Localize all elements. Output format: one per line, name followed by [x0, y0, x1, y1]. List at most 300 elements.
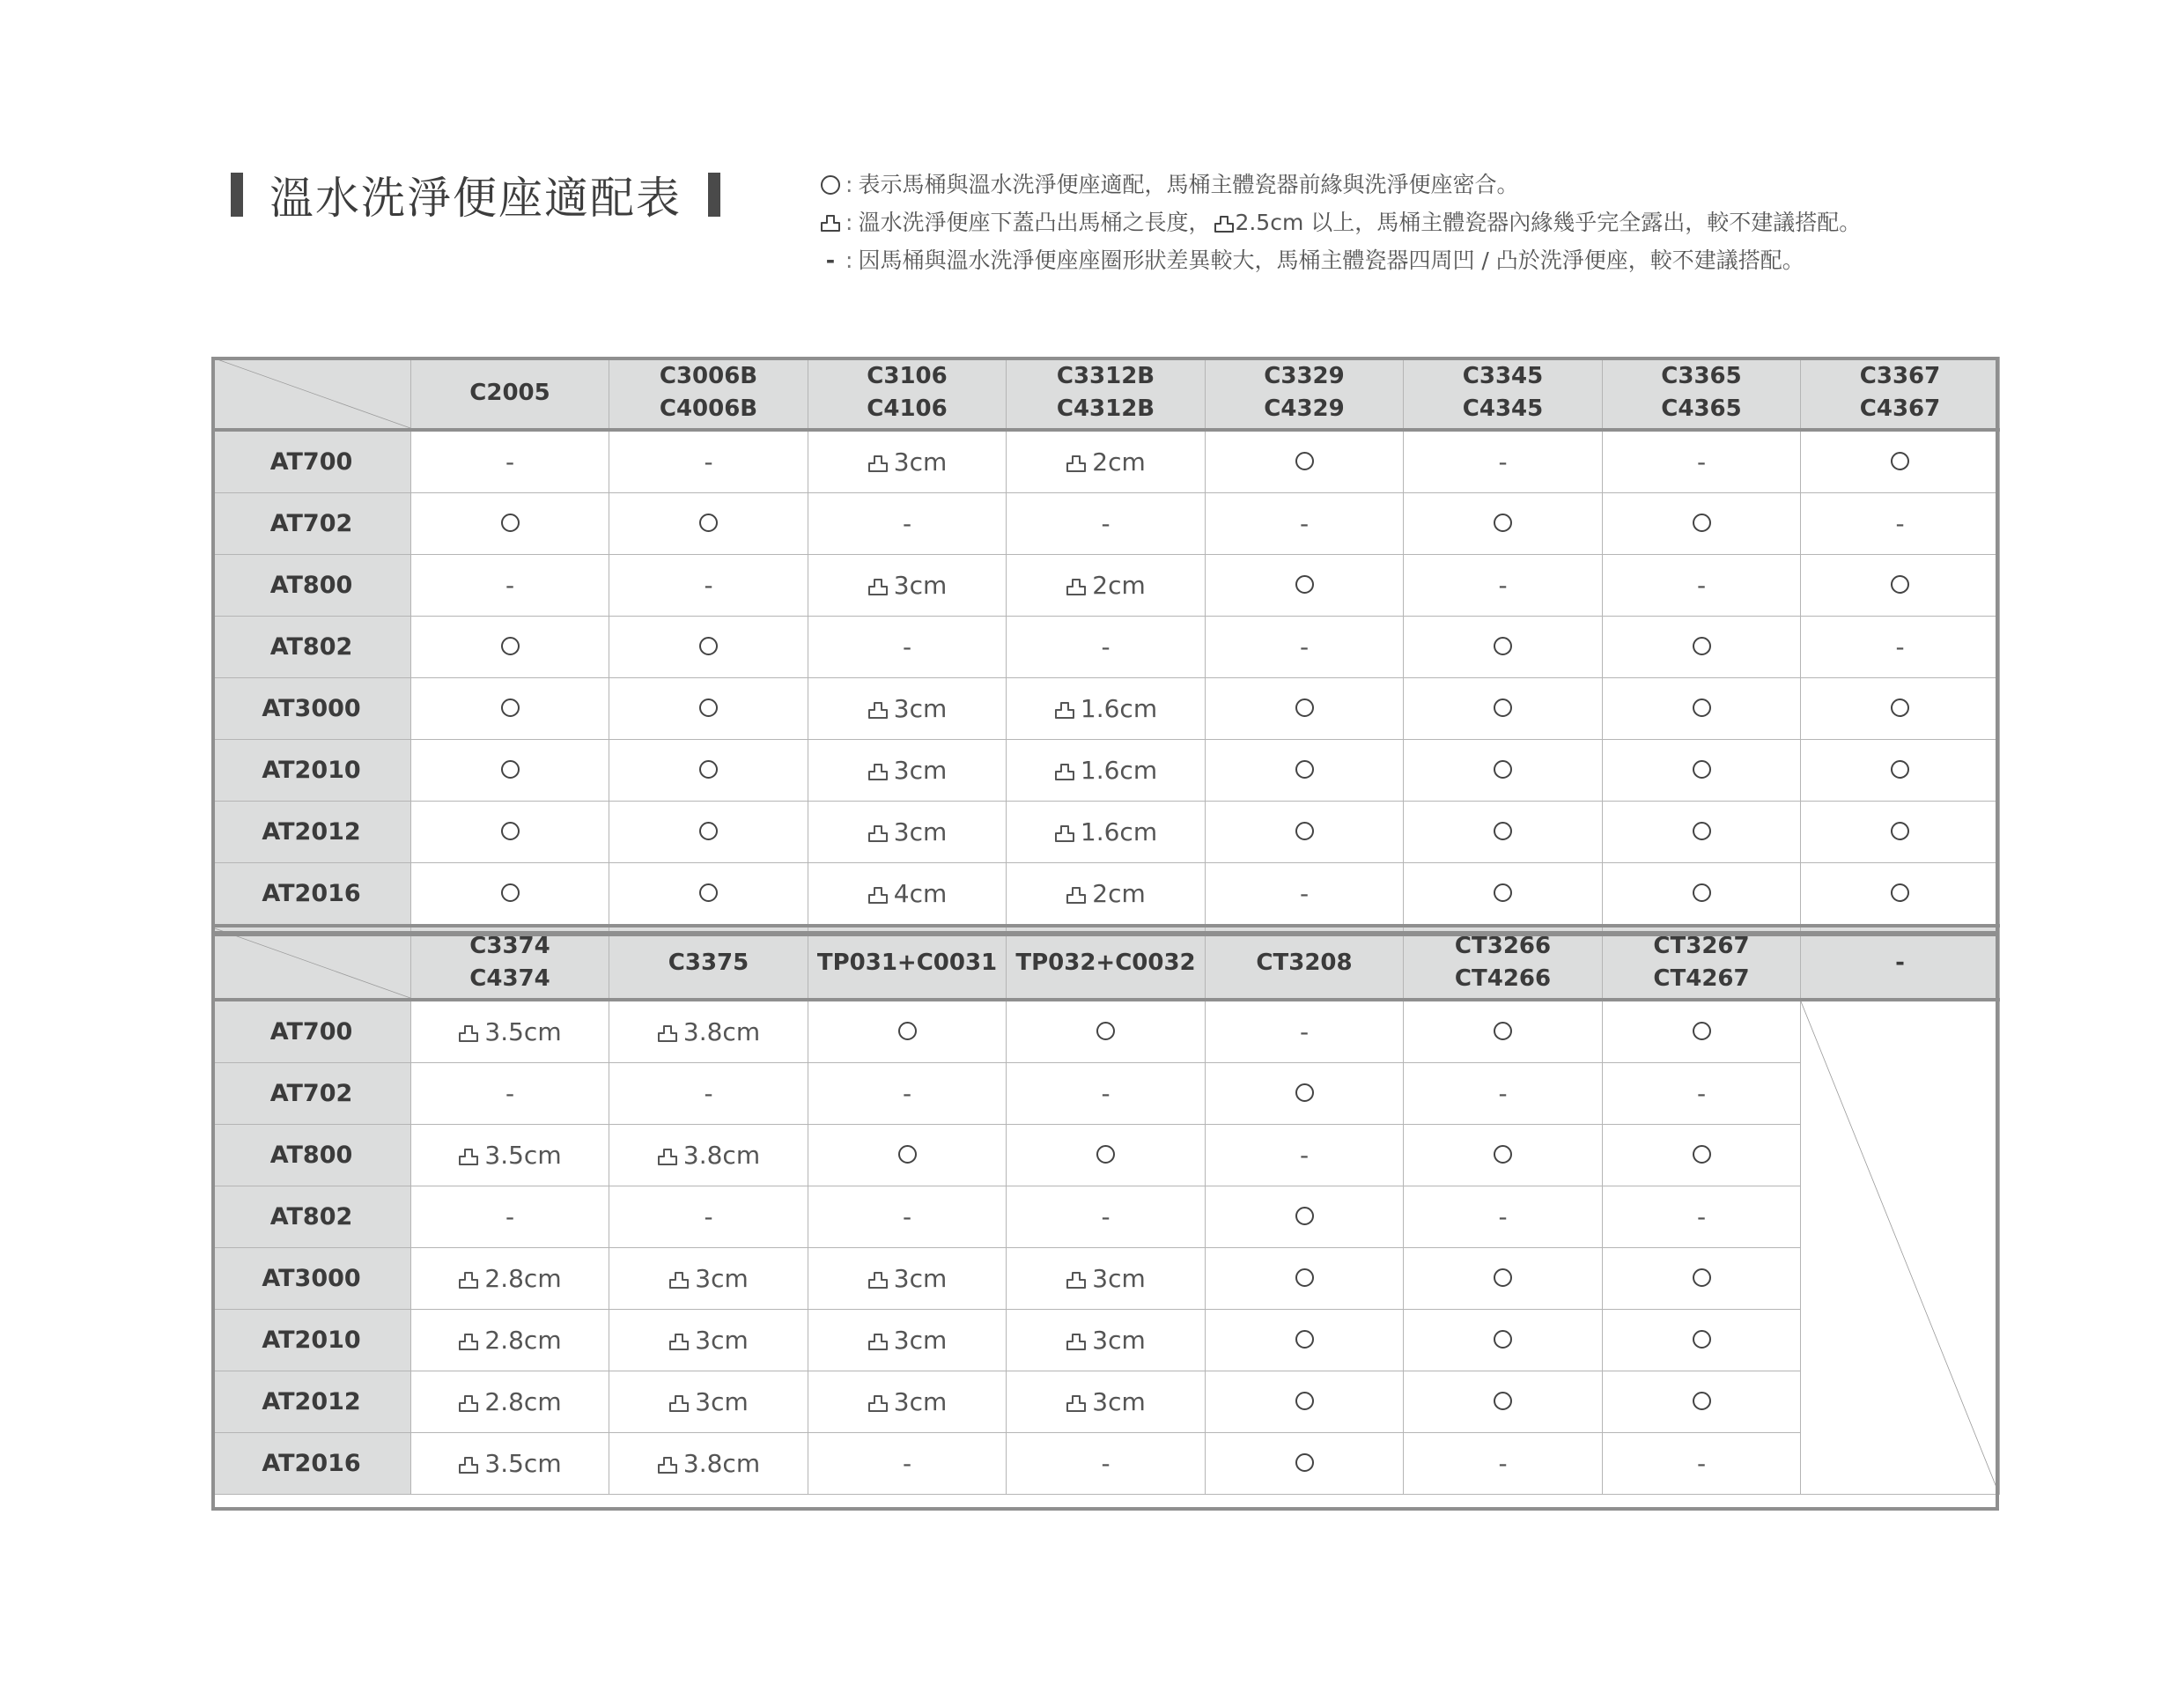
dash-mark: -	[1498, 571, 1508, 600]
dash-mark: -	[704, 571, 713, 600]
circle-icon	[699, 760, 718, 779]
bump-icon	[1054, 756, 1075, 785]
table-row	[212, 1310, 2000, 1371]
table-cell	[1603, 493, 1801, 555]
dash-mark: -	[1101, 1079, 1110, 1108]
column-header	[1801, 926, 2000, 1000]
dash-mark: -	[1498, 1079, 1508, 1108]
table-cell	[1404, 1371, 1603, 1433]
model-name: CT3208	[1256, 949, 1353, 976]
circle-icon	[1295, 1392, 1314, 1410]
table-cell	[808, 617, 1007, 678]
table-cell	[1404, 1310, 1603, 1371]
column-header	[1206, 358, 1404, 431]
model-name: CT4266	[1454, 965, 1552, 992]
protrusion-length: 3.8cm	[682, 1017, 761, 1046]
circle-icon	[1295, 1083, 1314, 1102]
table-cell	[1603, 1063, 1801, 1125]
table-cell	[609, 1186, 808, 1248]
circle-icon	[1891, 883, 1909, 902]
table-cell	[1206, 678, 1404, 740]
title-bar-left	[231, 173, 243, 217]
table-cell	[1206, 863, 1404, 927]
table-cell	[411, 617, 609, 678]
table-cell	[411, 1063, 609, 1125]
table-row	[212, 430, 2000, 493]
circle-icon	[1693, 637, 1711, 655]
table-cell	[609, 1433, 808, 1495]
table-cell	[1801, 678, 2000, 740]
circle-icon	[1494, 1022, 1512, 1040]
table-cell	[411, 430, 609, 493]
table-cell	[609, 863, 808, 927]
table-cell	[411, 1248, 609, 1310]
dash-mark: -	[1498, 1449, 1508, 1478]
table-cell	[1007, 555, 1206, 617]
circle-icon	[699, 637, 718, 655]
page-title: 溫水洗淨便座適配表	[269, 173, 682, 224]
circle-icon	[1693, 822, 1711, 840]
legend-item-fit: : 表示馬桶與溫水洗淨便座適配，馬桶主體瓷器前緣與洗淨便座密合。	[817, 166, 1861, 203]
table-cell	[1404, 802, 1603, 863]
table-cell	[411, 1310, 609, 1371]
row-header: AT700	[212, 1000, 411, 1063]
header-row	[212, 926, 2000, 1000]
circle-icon	[1494, 698, 1512, 717]
table-cell	[1007, 1371, 1206, 1433]
circle-icon	[501, 760, 520, 779]
table-cell	[1206, 493, 1404, 555]
table-cell	[1603, 1248, 1801, 1310]
table-cell	[609, 1248, 808, 1310]
table-cell	[1801, 802, 2000, 863]
dash-mark: -	[505, 1202, 515, 1231]
table-cell	[609, 740, 808, 802]
model-name: C3374	[469, 933, 550, 959]
table-cell	[411, 493, 609, 555]
protrusion-length: 3.8cm	[682, 1449, 761, 1478]
table-cell	[1404, 1433, 1603, 1495]
protrusion-length: 3cm	[893, 694, 948, 723]
dash-mark: -	[505, 1079, 515, 1108]
legend-item-protrude: : 溫水洗淨便座下蓋凸出馬桶之長度， 2.5cm 以上，馬桶主體瓷器內緣幾乎完全露出，較不建議搭配。	[817, 203, 1861, 241]
corner-cell	[212, 358, 411, 431]
model-name: C4106	[867, 395, 948, 422]
table-cell	[411, 1000, 609, 1063]
model-name: C4006B	[659, 395, 758, 422]
empty-diagonal-cell	[1801, 1000, 2000, 1495]
table-cell	[609, 1125, 808, 1186]
circle-icon	[1693, 760, 1711, 779]
circle-icon	[699, 822, 718, 840]
row-header: AT3000	[212, 1248, 411, 1310]
table-cell	[411, 740, 609, 802]
table-cell	[1801, 740, 2000, 802]
model-name: CT4267	[1653, 965, 1750, 992]
bump-icon	[1066, 447, 1087, 477]
dash-icon: -	[825, 248, 836, 273]
dash-mark: -	[1498, 1202, 1508, 1231]
model-name: CT3267	[1653, 933, 1750, 959]
row-header: AT3000	[212, 678, 411, 740]
table-cell	[808, 1248, 1007, 1310]
bump-icon	[668, 1387, 690, 1416]
column-header	[1404, 926, 1603, 1000]
row-header: AT2012	[212, 802, 411, 863]
bump-icon	[458, 1141, 479, 1170]
row-header: AT802	[212, 1186, 411, 1248]
protrusion-length: 3cm	[893, 1387, 948, 1416]
circle-icon	[1693, 1330, 1711, 1349]
table-row	[212, 1000, 2000, 1063]
table-cell	[1603, 1125, 1801, 1186]
dash-mark: -	[1299, 1017, 1310, 1046]
bump-icon	[867, 817, 889, 846]
table-cell	[1404, 617, 1603, 678]
protrusion-length: 3cm	[1092, 1326, 1146, 1355]
table-cell	[1603, 1000, 1801, 1063]
circle-icon	[1494, 1330, 1512, 1349]
circle-icon	[1096, 1022, 1115, 1040]
table-cell	[411, 1433, 609, 1495]
model-name: C4345	[1462, 395, 1544, 422]
table-cell	[1007, 430, 1206, 493]
protrusion-length: 1.6cm	[1080, 694, 1158, 723]
table-cell	[1801, 493, 2000, 555]
table-cell	[1007, 1310, 1206, 1371]
protrusion-length: 3.5cm	[484, 1449, 562, 1478]
dash-mark: -	[1895, 632, 1905, 661]
dash-mark: -	[1299, 509, 1310, 538]
circle-icon	[1494, 514, 1512, 532]
table-cell	[1603, 555, 1801, 617]
circle-icon	[1295, 575, 1314, 594]
bump-icon	[657, 1449, 678, 1478]
column-header	[411, 358, 609, 431]
model-name: TP031+C0031	[816, 949, 998, 976]
bump-icon	[668, 1326, 690, 1355]
dash-mark: -	[1696, 447, 1707, 477]
table-cell	[808, 555, 1007, 617]
row-header: AT2010	[212, 1310, 411, 1371]
protrusion-length: 3cm	[893, 756, 948, 785]
column-header	[1007, 926, 1206, 1000]
table-cell	[1206, 1310, 1404, 1371]
circle-icon	[501, 883, 520, 902]
compatibility-table	[211, 357, 2000, 1495]
model-name: C3375	[668, 949, 749, 976]
table-cell	[1007, 863, 1206, 927]
circle-icon	[1693, 514, 1711, 532]
column-header	[609, 926, 808, 1000]
bump-icon	[458, 1017, 479, 1046]
table-cell	[1801, 430, 2000, 493]
bump-icon	[1066, 571, 1087, 600]
table-cell	[609, 1000, 808, 1063]
row-header: AT2016	[212, 863, 411, 927]
protrusion-length: 2.8cm	[484, 1264, 562, 1293]
table-cell	[1404, 1125, 1603, 1186]
table-cell	[808, 863, 1007, 927]
table-cell	[1206, 1371, 1404, 1433]
table-cell	[1603, 1371, 1801, 1433]
table-cell	[1206, 1186, 1404, 1248]
circle-icon	[501, 514, 520, 532]
table-cell	[808, 1125, 1007, 1186]
bump-icon	[458, 1264, 479, 1293]
table-cell	[808, 1371, 1007, 1433]
dash-mark: -	[902, 509, 912, 538]
circle-icon	[1295, 698, 1314, 717]
legend-text-protrude-b: 2.5cm 以上，馬桶主體瓷器內緣幾乎完全露出，較不建議搭配。	[1235, 210, 1862, 235]
table-cell	[1206, 1063, 1404, 1125]
model-name: C4312B	[1056, 395, 1155, 422]
bump-icon	[657, 1141, 678, 1170]
table-cell	[808, 493, 1007, 555]
bump-icon	[458, 1326, 479, 1355]
table-row	[212, 740, 2000, 802]
table-cell	[411, 1125, 609, 1186]
table-cell	[1007, 1248, 1206, 1310]
protrusion-length: 2cm	[1092, 879, 1146, 908]
dash-mark: -	[505, 571, 515, 600]
legend	[817, 166, 1861, 279]
table-cell	[1007, 1186, 1206, 1248]
protrusion-length: 3cm	[893, 817, 948, 846]
table-cell	[808, 430, 1007, 493]
protrusion-length: 3.8cm	[682, 1141, 761, 1170]
model-name: C3106	[867, 363, 948, 389]
bump-icon	[867, 756, 889, 785]
circle-icon	[501, 822, 520, 840]
circle-icon	[699, 883, 718, 902]
circle-icon	[898, 1145, 917, 1164]
protrusion-length: 4cm	[893, 879, 948, 908]
circle-icon	[1494, 883, 1512, 902]
table-cell	[1603, 802, 1801, 863]
table-cell	[1206, 1125, 1404, 1186]
circle-icon	[1693, 1145, 1711, 1164]
model-name: C4329	[1264, 395, 1345, 422]
model-name: CT3266	[1454, 933, 1552, 959]
table-cell	[1404, 1000, 1603, 1063]
table-cell	[1801, 555, 2000, 617]
dash-mark: -	[1101, 632, 1110, 661]
circle-icon	[1891, 575, 1909, 594]
table-cell	[411, 1186, 609, 1248]
table-cell	[1206, 555, 1404, 617]
dash-mark: -	[902, 632, 912, 661]
row-header: AT2012	[212, 1371, 411, 1433]
table-cell	[1603, 678, 1801, 740]
column-header	[1206, 926, 1404, 1000]
bump-icon	[1054, 817, 1075, 846]
dash-mark: -	[1696, 1449, 1707, 1478]
circle-icon	[501, 637, 520, 655]
protrusion-length: 3cm	[893, 447, 948, 477]
header-row	[212, 358, 2000, 431]
table-cell	[1206, 1000, 1404, 1063]
table-cell	[1404, 678, 1603, 740]
dash-mark: -	[1299, 632, 1310, 661]
table-cell	[1007, 1433, 1206, 1495]
table-row	[212, 1063, 2000, 1125]
table-cell	[808, 1310, 1007, 1371]
bump-icon	[867, 1264, 889, 1293]
table-cell	[1404, 1063, 1603, 1125]
table-row	[212, 863, 2000, 927]
model-name: C4367	[1859, 395, 1941, 422]
circle-icon	[1295, 1207, 1314, 1225]
model-name: C3345	[1462, 363, 1544, 389]
dash-mark: -	[902, 1202, 912, 1231]
bump-icon	[1214, 203, 1235, 241]
column-header	[609, 358, 808, 431]
model-name: C4374	[469, 965, 550, 992]
row-header: AT802	[212, 617, 411, 678]
circle-icon	[1295, 452, 1314, 470]
circle-icon	[898, 1022, 917, 1040]
circle-icon	[1494, 637, 1512, 655]
circle-icon	[1295, 1453, 1314, 1472]
row-header: AT800	[212, 555, 411, 617]
dash-mark: -	[1498, 447, 1508, 477]
column-header	[1603, 358, 1801, 431]
dash-mark: -	[1101, 1202, 1110, 1231]
model-name: C3365	[1661, 363, 1742, 389]
protrusion-length: 3cm	[1092, 1387, 1146, 1416]
bump-icon	[1054, 694, 1075, 723]
protrusion-length: 2cm	[1092, 571, 1146, 600]
table-cell	[609, 430, 808, 493]
table-row	[212, 678, 2000, 740]
circle-icon	[817, 175, 844, 195]
model-name: C4365	[1661, 395, 1742, 422]
table-cell	[1404, 1186, 1603, 1248]
row-header: AT702	[212, 1063, 411, 1125]
bump-icon	[458, 1387, 479, 1416]
table-cell	[1206, 430, 1404, 493]
protrusion-length: 3.5cm	[484, 1017, 562, 1046]
table-cell	[411, 802, 609, 863]
table-cell	[1206, 617, 1404, 678]
dash-mark: -	[1696, 1079, 1707, 1108]
table-cell	[1206, 802, 1404, 863]
bump-icon	[867, 1387, 889, 1416]
column-header	[808, 358, 1007, 431]
column-header	[1007, 358, 1206, 431]
protrusion-length: 3cm	[695, 1387, 749, 1416]
table-cell	[1603, 1186, 1801, 1248]
column-header	[1404, 358, 1603, 431]
table-cell	[1801, 863, 2000, 927]
circle-icon	[1693, 698, 1711, 717]
table-cell	[1603, 617, 1801, 678]
table-row	[212, 1125, 2000, 1186]
row-header: AT2016	[212, 1433, 411, 1495]
table-row	[212, 1433, 2000, 1495]
dash-mark: -	[505, 447, 515, 477]
circle-icon	[1693, 1022, 1711, 1040]
dash-mark: -	[704, 1079, 713, 1108]
table-row	[212, 802, 2000, 863]
column-header	[808, 926, 1007, 1000]
table-row	[212, 555, 2000, 617]
row-header: AT702	[212, 493, 411, 555]
table-cell	[1206, 1433, 1404, 1495]
table-cell	[1404, 863, 1603, 927]
table-cell	[1603, 430, 1801, 493]
table-cell	[1007, 802, 1206, 863]
bump-icon	[458, 1449, 479, 1478]
table-cell	[1404, 555, 1603, 617]
dash-mark: -	[704, 447, 713, 477]
bump-icon	[1066, 1264, 1087, 1293]
circle-icon	[1295, 822, 1314, 840]
model-name: C3329	[1264, 363, 1345, 389]
table-cell	[1007, 740, 1206, 802]
model-name: C3312B	[1056, 363, 1155, 389]
legend-text-mismatch: 因馬桶與溫水洗淨便座座圈形狀差異較大，馬桶主體瓷器四周凹 / 凸於洗淨便座，較不建議搭配。	[858, 248, 1804, 273]
table-cell	[1007, 617, 1206, 678]
circle-icon	[1891, 452, 1909, 470]
table-row	[212, 617, 2000, 678]
table-cell	[1603, 863, 1801, 927]
circle-icon	[1891, 760, 1909, 779]
protrusion-length: 1.6cm	[1080, 817, 1158, 846]
table-cell	[1007, 678, 1206, 740]
column-header	[1801, 358, 2000, 431]
protrusion-length: 3cm	[695, 1264, 749, 1293]
circle-icon	[1494, 1392, 1512, 1410]
table-cell	[411, 678, 609, 740]
bump-icon	[867, 447, 889, 477]
circle-icon	[501, 698, 520, 717]
protrusion-length: 3cm	[695, 1326, 749, 1355]
circle-icon	[1494, 1268, 1512, 1287]
protrusion-length: 2.8cm	[484, 1326, 562, 1355]
table-cell	[609, 493, 808, 555]
table-cell	[411, 555, 609, 617]
protrusion-length: 2.8cm	[484, 1387, 562, 1416]
model-name: C2005	[469, 379, 550, 406]
table-row	[212, 493, 2000, 555]
table-cell	[1603, 1310, 1801, 1371]
dash-mark: -	[902, 1079, 912, 1108]
bump-icon	[817, 212, 844, 233]
bump-icon	[1066, 1387, 1087, 1416]
protrusion-length: 3cm	[1092, 1264, 1146, 1293]
dash-mark: -	[1895, 509, 1905, 538]
circle-icon	[1295, 1268, 1314, 1287]
circle-icon	[1096, 1145, 1115, 1164]
legend-item-mismatch: - : 因馬桶與溫水洗淨便座座圈形狀差異較大，馬桶主體瓷器四周凹 / 凸於洗淨便座，較不建議搭配。	[817, 241, 1861, 279]
circle-icon	[1494, 1145, 1512, 1164]
legend-text-fit: 表示馬桶與溫水洗淨便座適配，馬桶主體瓷器前緣與洗淨便座密合。	[858, 172, 1519, 197]
table-cell	[1404, 740, 1603, 802]
protrusion-length: 1.6cm	[1080, 756, 1158, 785]
table-cell	[1007, 1125, 1206, 1186]
table-cell	[1007, 1063, 1206, 1125]
table-cell	[609, 1371, 808, 1433]
table-cell	[1206, 1248, 1404, 1310]
dash-mark: -	[704, 1202, 713, 1231]
table-cell	[1603, 1433, 1801, 1495]
circle-icon	[1295, 1330, 1314, 1349]
corner-cell	[212, 926, 411, 1000]
page-title-block	[231, 164, 720, 225]
bump-icon	[1066, 879, 1087, 908]
